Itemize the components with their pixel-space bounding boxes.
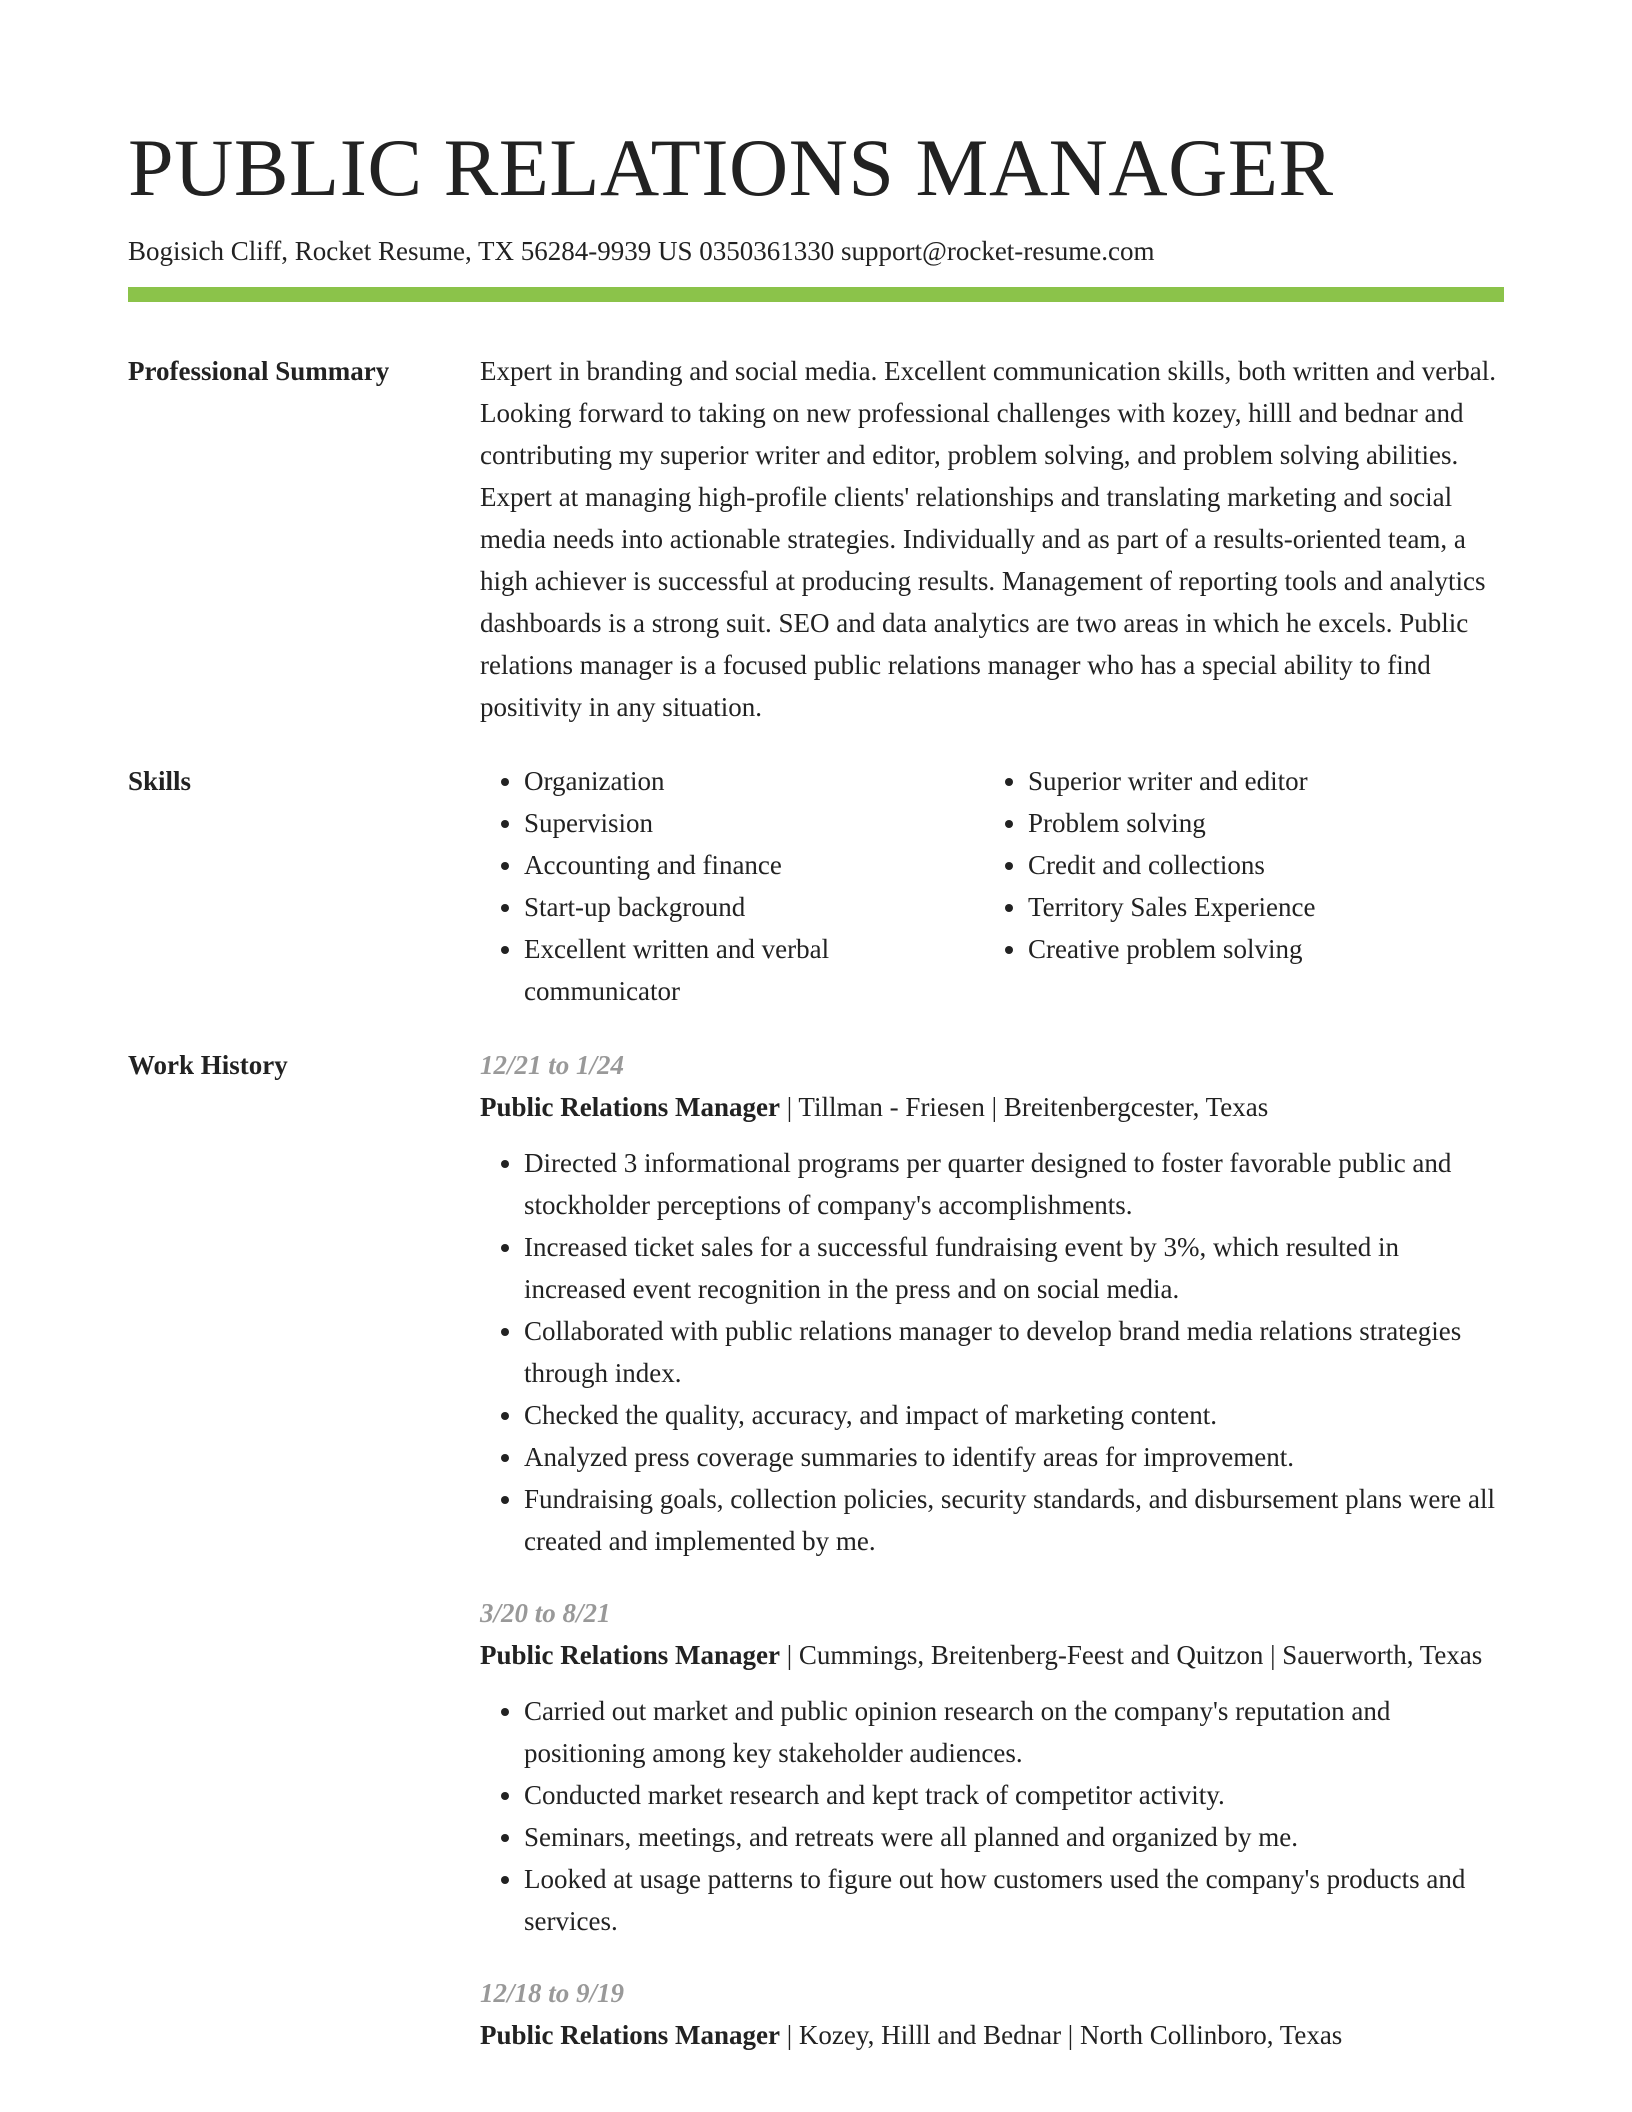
skills-list-left bbox=[480, 760, 984, 1012]
job-bullet: • Directed 3 informational programs per quarter designed to foster favorable public and stockholder perceptions of company's accomplishments. bbox=[524, 1142, 1504, 1226]
job-details: | Tillman - Friesen | Breitenbergcester, Texas bbox=[779, 1092, 1269, 1122]
job-bullet: • Seminars, meetings, and retreats were all planned and organized by me. bbox=[524, 1816, 1504, 1858]
contact-line bbox=[128, 234, 1504, 268]
skill-item: • Start-up background bbox=[524, 886, 984, 928]
job-bullet: • Increased ticket sales for a successful fundraising event by 3%, which resulted in increased event recognition in the press and on social media. bbox=[524, 1226, 1504, 1310]
contact-phone: 0350361330 bbox=[699, 236, 835, 266]
job-bullet: • Fundraising goals, collection policies, security standards, and disbursement plans were all created and implemented by me. bbox=[524, 1478, 1504, 1562]
skill-item: • Problem solving bbox=[1028, 802, 1488, 844]
work-history-label: Work History bbox=[128, 1050, 288, 1080]
skill-item: • Excellent written and verbal communicator bbox=[524, 928, 984, 1012]
job-entry bbox=[480, 1592, 1504, 1942]
job-title: Public Relations Manager bbox=[480, 1092, 780, 1122]
skills-label: Skills bbox=[128, 766, 192, 796]
job-title: Public Relations Manager bbox=[480, 2020, 780, 2050]
skill-item: • Territory Sales Experience bbox=[1028, 886, 1488, 928]
job-heading bbox=[480, 1086, 1504, 1128]
skills-section bbox=[128, 760, 1504, 1012]
job-entry bbox=[480, 1044, 1504, 1562]
contact-address: Bogisich Cliff, Rocket Resume, TX 56284-9939 US bbox=[128, 236, 693, 266]
job-details: | Cummings, Breitenberg-Feest and Quitzon | Sauerworth, Texas bbox=[779, 1640, 1483, 1670]
job-dates: 12/21 to 1/24 bbox=[480, 1050, 625, 1080]
summary-section bbox=[128, 350, 1504, 728]
contact-email[interactable]: support@rocket-resume.com bbox=[840, 236, 1155, 266]
job-heading bbox=[480, 2014, 1504, 2056]
job-bullet: • Looked at usage patterns to figure out how customers used the company's products and services. bbox=[524, 1858, 1504, 1942]
work-history-section bbox=[128, 1044, 1504, 2056]
skill-item: • Creative problem solving bbox=[1028, 928, 1488, 970]
job-bullet: • Collaborated with public relations manager to develop brand media relations strategies through index. bbox=[524, 1310, 1504, 1394]
job-entry bbox=[480, 1972, 1504, 2056]
skills-list-right bbox=[984, 760, 1488, 1012]
job-bullet: • Checked the quality, accuracy, and impact of marketing content. bbox=[524, 1394, 1504, 1436]
skill-item: • Credit and collections bbox=[1028, 844, 1488, 886]
skill-item: • Accounting and finance bbox=[524, 844, 984, 886]
skill-item: • Organization bbox=[524, 760, 984, 802]
job-dates: 3/20 to 8/21 bbox=[480, 1598, 611, 1628]
job-title: Public Relations Manager bbox=[480, 1640, 780, 1670]
header-divider bbox=[128, 287, 1504, 302]
job-bullets bbox=[480, 1142, 1504, 1562]
resume-title: PUBLIC RELATIONS MANAGER bbox=[128, 122, 1334, 213]
job-details: | Kozey, Hilll and Bednar | North Collinboro, Texas bbox=[779, 2020, 1343, 2050]
job-bullet: • Analyzed press coverage summaries to identify areas for improvement. bbox=[524, 1436, 1504, 1478]
job-bullet: • Carried out market and public opinion research on the company's reputation and positioning among key stakeholder audiences. bbox=[524, 1690, 1504, 1774]
skill-item: • Supervision bbox=[524, 802, 984, 844]
job-bullets bbox=[480, 1690, 1504, 1942]
skill-item: • Superior writer and editor bbox=[1028, 760, 1488, 802]
resume-page bbox=[128, 0, 1504, 2056]
job-bullet: • Conducted market research and kept track of competitor activity. bbox=[524, 1774, 1504, 1816]
summary-label: Professional Summary bbox=[128, 356, 390, 386]
job-dates: 12/18 to 9/19 bbox=[480, 1978, 625, 2008]
job-heading bbox=[480, 1634, 1504, 1676]
summary-text: Expert in branding and social media. Excellent communication skills, both written and verbal. Looking forward to taking on new professional challenges with kozey, hilll and bednar and contributing my superior writer and editor, problem solving, and problem solving abilities. Expert at managing high-profile clients' relationships and translating marketing and social media needs into actionable strategies. Individually and as part of a results-oriented team, a high achiever is successful at producing results. Management of reporting tools and analytics dashboards is a strong suit. SEO and data analytics are two areas in which he excels. Public relations manager is a focused public relations manager who has a special ability to find positivity in any situation. bbox=[480, 356, 1496, 722]
